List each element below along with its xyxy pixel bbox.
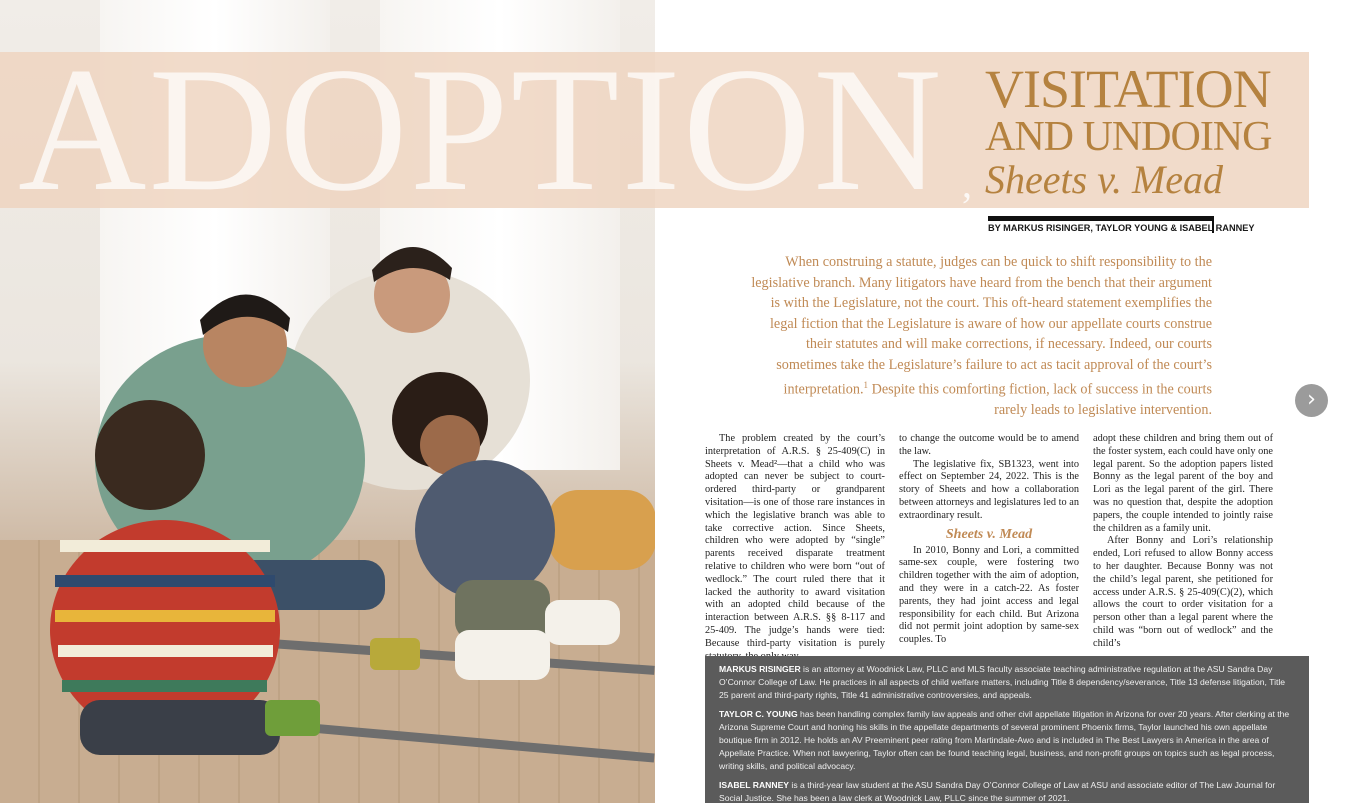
bio-text: is a third-year law student at the ASU Sandra Day O’Connor College of Law at ASU and associate editor of The Law Journal for Social Justice. She has been a law clerk at Woodnick Law, PLLC since the summer of 2021. <box>719 780 1276 803</box>
body-column-3 <box>1093 433 1273 651</box>
chevron-right-icon: › <box>1307 387 1316 412</box>
title-comma: , <box>962 161 972 206</box>
body-paragraph: adopt these children and bring them out of the foster system, each could have only one legal parent. So the adoption papers listed Bonny as the legal parent of the boy and Lori as the legal parent of the girl. There was no question that, despite the adoption papers, the couple intended to jointly raise the children as a family unit. <box>1093 433 1273 534</box>
lede-paragraph <box>748 252 1212 421</box>
body-column-2 <box>899 433 1079 647</box>
body-column-1 <box>705 433 885 663</box>
bio-text: has been handling complex family law appeals and other civil appellate litigation in Arizona for over 20 years. After clerking at the Arizona Supreme Court and honing his skills in the appellate departments of several prominent Phoenix firms, Taylor launched his own appellate boutique firm in 2012. He holds an AV Preeminent peer rating from Martindale-Awo and is included in The Best Lawyers in America in the area of Appellate Practice. When not lawyering, Taylor often can be found teaching legal, business, and non-profit groups on topics such as legal process, writing skills, and political advocacy. <box>719 709 1290 771</box>
section-heading: Sheets v. Mead <box>945 526 1033 542</box>
bio-name: ISABEL RANNEY <box>719 780 790 790</box>
body-columns <box>705 433 1275 649</box>
bio-name: MARKUS RISINGER <box>719 664 801 674</box>
byline: BY MARKUS RISINGER, TAYLOR YOUNG & ISABEL RANNEY <box>988 216 1214 233</box>
bio-name: TAYLOR C. YOUNG <box>719 709 798 719</box>
title-visitation: VISITATION <box>985 59 1271 119</box>
bio-risinger <box>719 663 1295 702</box>
lede-footnote: 1 <box>863 380 869 390</box>
body-paragraph: The legislative fix, SB1323, went into effect on September 24, 2022. This is the story of Sheets and how a collaboration between attorneys and legislatures led to an extraordinary result. <box>899 458 1079 521</box>
lede-text: When construing a statute, judges can be quick to shift responsibility to the legislative branch. Many litigators have heard from the bench that their argument is with the Legislature, not the court. This oft-heard statement exemplifies the legal fiction that the Legislature is aware of how our appellate courts construe their statutes and will make corrections, if necessary. Indeed, our courts sometimes take the Legislature’s failure to act as tacit approval of the court’s interpretation. <box>751 254 1212 398</box>
next-page-button[interactable] <box>1295 384 1328 417</box>
bio-ranney <box>719 779 1295 805</box>
bio-young <box>719 708 1295 773</box>
title-and-undoing: AND UNDOING <box>985 114 1272 160</box>
body-paragraph: to change the outcome would be to amend the law. <box>899 433 1079 457</box>
body-paragraph: The problem created by the court’s interpretation of A.R.S. § 25-409(C) in Sheets v. Mead²—that a child who was adopted can never be subject to court-ordered third-party or grandparent visitation—is one of those rare instances in which the legislative branch was able to take corrective action. Since Sheets, children who were adopted by “single” parents received disparate treatment relative to children who were born “out of wedlock.” The court ruled there that it lacked the authority to award visitation with an adopted child because of the interaction between A.R.S. §§ 8-117 and 25-409. The judge’s hands were tied: Because third-party visitation is purely <box>705 433 885 649</box>
author-bios <box>705 656 1309 803</box>
lede-tail: Despite this comforting fiction, lack of success in the courts rarely leads to legislative intervention. <box>868 381 1212 419</box>
title-adoption: ADOPTION <box>18 30 944 228</box>
bio-text: is an attorney at Woodnick Law, PLLC and MLS faculty associate teaching administrative regulation at the ASU Sandra Day O’Connor College of Law. He practices in all aspects of child welfare matters, including Title 8 dependency/severance, Title 13 defense litigation, Title 25 parent and third-party rights, Title 41 administrative controversies, and appeals. <box>719 664 1286 700</box>
body-paragraph: In 2010, Bonny and Lori, a committed same-sex couple, were fostering two children together with the aim of adoption, and they were in a catch-22. As foster parents, they had joint access and legal responsibility for each child. But Arizona did not permit joint adoption by same-sex couples. To <box>899 544 1079 646</box>
body-paragraph: After Bonny and Lori’s relationship ended, Lori refused to allow Bonny access to her daughter. Because Bonny was not the child’s legal parent, she petitioned for access under A.R.S. § 25-409(C)(2), which allows the court to order visitation for a person other than a legal parent where the child was “born out of wedlock” and the child’s <box>1093 535 1273 649</box>
title-sheets-v-mead: Sheets v. Mead <box>985 157 1224 202</box>
